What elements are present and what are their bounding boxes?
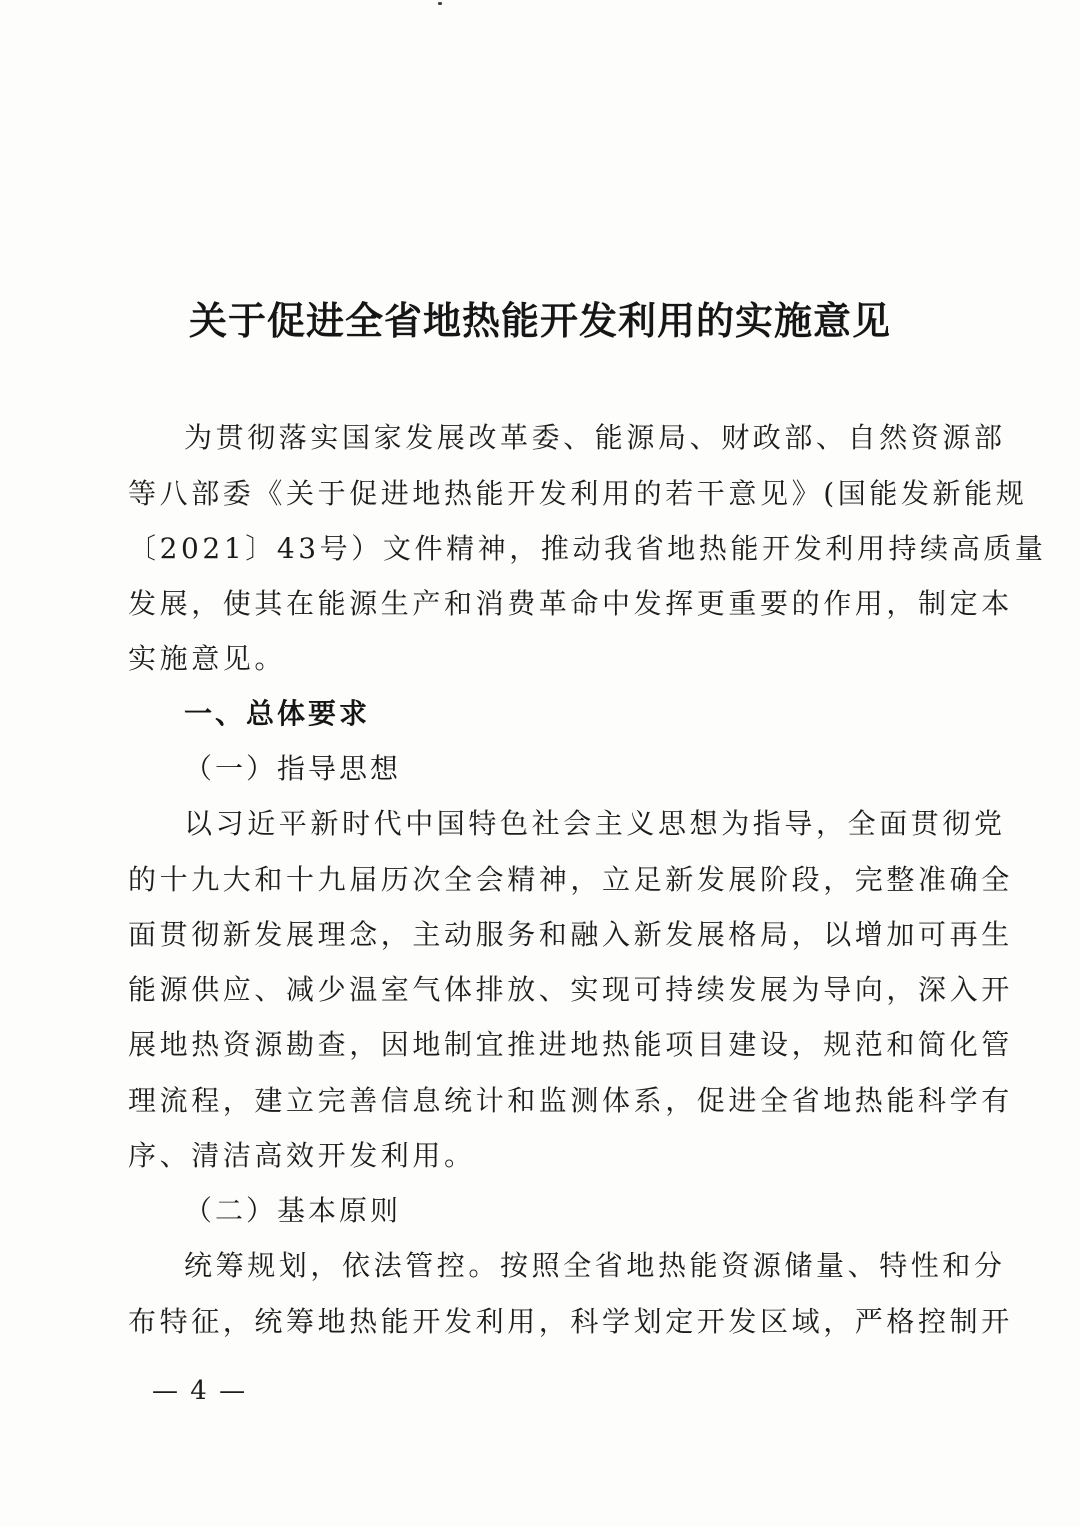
page-number: — 4 —	[152, 1376, 248, 1406]
paragraph-line: 统筹规划，依法管控。按照全省地热能资源储量、特性和分	[184, 1249, 1006, 1282]
subsection-heading: （一）指导思想	[184, 752, 402, 785]
document-title: 关于促进全省地热能开发利用的实施意见	[188, 299, 891, 343]
paragraph-line: 的十九大和十九届历次全会精神，立足新发展阶段，完整准确全	[128, 863, 1013, 896]
paragraph-line: 为贯彻落实国家发展改革委、能源局、财政部、自然资源部	[184, 421, 1006, 454]
paragraph-line: 面贯彻新发展理念，主动服务和融入新发展格局，以增加可再生	[128, 918, 1013, 951]
scan-speck	[438, 2, 442, 5]
section-heading: 一、总体要求	[184, 697, 371, 730]
paragraph-line: 布特征，统筹地热能开发利用，科学划定开发区域，严格控制开	[128, 1305, 1013, 1338]
paragraph-line: 能源供应、减少温室气体排放、实现可持续发展为导向，深入开	[128, 973, 1013, 1006]
paragraph-line: 发展，使其在能源生产和消费革命中发挥更重要的作用，制定本	[128, 587, 1013, 620]
paragraph-line: 以习近平新时代中国特色社会主义思想为指导，全面贯彻党	[184, 807, 1006, 840]
paragraph-line: 实施意见。	[128, 642, 287, 675]
paragraph-line: 〔2021〕43号）文件精神，推动我省地热能开发利用持续高质量	[128, 532, 1047, 565]
paragraph-line: 理流程，建立完善信息统计和监测体系，促进全省地热能科学有	[128, 1084, 1013, 1117]
paragraph-line: 展地热资源勘查，因地制宜推进地热能项目建设，规范和简化管	[128, 1028, 1013, 1061]
subsection-heading: （二）基本原则	[184, 1194, 402, 1227]
paragraph-line: 等八部委《关于促进地热能开发利用的若干意见》(国能发新能规	[128, 477, 1028, 510]
paragraph-line: 序、清洁高效开发利用。	[128, 1139, 476, 1172]
